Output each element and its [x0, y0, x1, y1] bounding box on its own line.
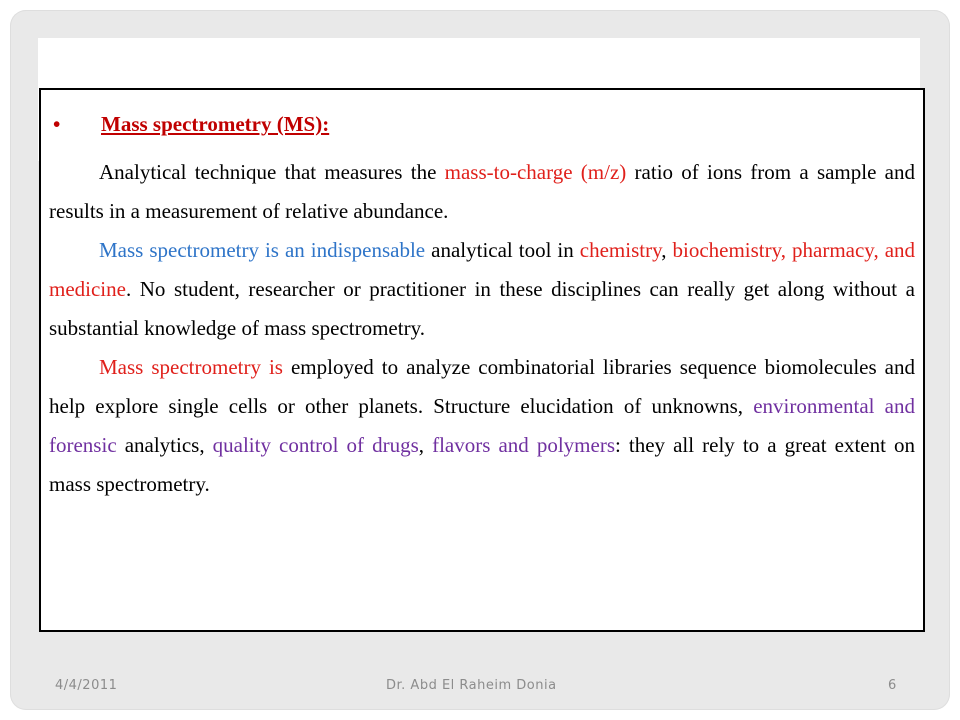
text-run: , — [418, 433, 433, 457]
highlight-mass-to-charge: mass-to-charge (m/z) — [444, 160, 627, 184]
text-run: Analytical technique that measures the — [99, 160, 445, 184]
text-run: : they all rely to a great extent on mass spectrometry. — [49, 433, 916, 496]
text-run: analytics, — [116, 433, 213, 457]
body-text — [49, 153, 915, 504]
highlight-flavors: flavors and polymers — [432, 433, 615, 457]
paragraph-importance — [49, 231, 915, 348]
highlight-indispensable: Mass spectrometry is an indispensable — [99, 238, 426, 262]
paragraph-applications — [49, 348, 915, 504]
highlight-disciplines: biochemistry, pharmacy, and medicine — [49, 238, 916, 301]
footer-author: Dr. Abd El Raheim Donia — [386, 678, 557, 693]
text-run: . No student, researcher or practitioner in these disciplines can really get along without a substantial knowledge of mass spectrometry. — [49, 277, 915, 340]
paragraph-definition — [49, 153, 915, 231]
highlight-quality-control: quality control of drugs — [212, 433, 419, 457]
text-run: , — [661, 238, 673, 262]
highlight-chemistry: chemistry — [579, 238, 662, 262]
heading-line — [53, 112, 329, 137]
footer-date: 4/4/2011 — [55, 678, 118, 693]
section-heading: Mass spectrometry (MS): — [101, 112, 330, 136]
content-box — [39, 88, 925, 632]
text-run: employed to analyze combinatorial libraries sequence biomolecules and help explore single cells or other planets. Structure elucidation of unknowns, — [49, 355, 915, 418]
slide-number: 6 — [888, 678, 897, 693]
bullet-icon: • — [53, 112, 61, 136]
text-run: ratio of ions from a sample and results in a measurement of relative abundance. — [49, 160, 916, 223]
highlight-environmental: environmental and forensic — [49, 394, 915, 457]
highlight-ms-is: Mass spectrometry is — [99, 355, 283, 379]
text-run: analytical tool in — [425, 238, 580, 262]
